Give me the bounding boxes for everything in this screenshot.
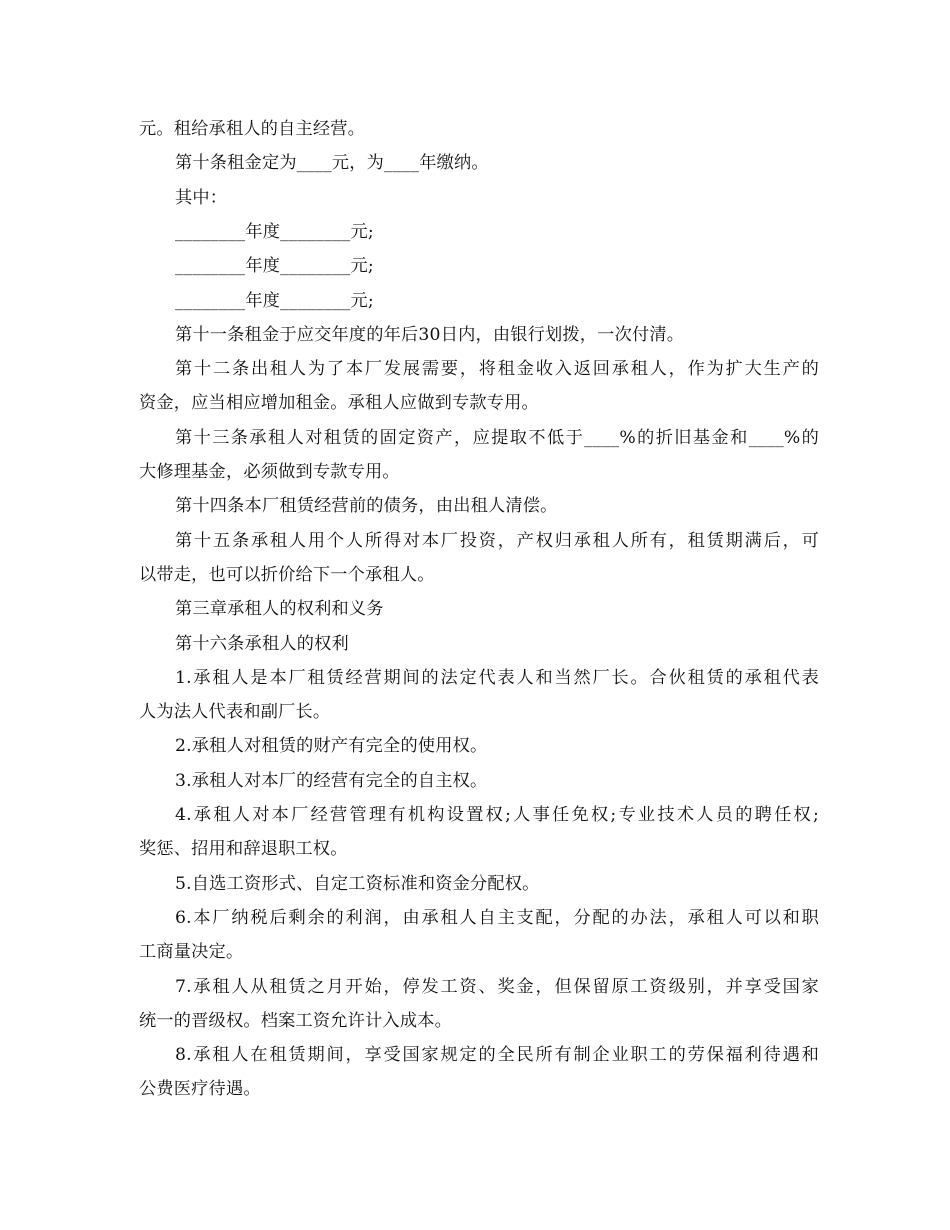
- text-line: 第十条租金定为____元，为____年缴纳。: [175, 153, 489, 174]
- text-line: 第三章承租人的权利和义务: [175, 599, 384, 620]
- text-line: 第十二条出租人为了本厂发展需要，将租金收入返回承租人，作为扩大生产的: [175, 359, 819, 380]
- text-line: 奖惩、招用和辞退职工权。: [139, 839, 348, 860]
- text-line: 公费医疗待遇。: [139, 1079, 261, 1100]
- text-line: 4.承租人对本厂经营管理有机构设置权;人事任免权;专业技术人员的聘任权;: [175, 805, 819, 825]
- text-line: 8.承租人在租赁期间，享受国家规定的全民所有制企业职工的劳保福利待遇和: [175, 1045, 819, 1066]
- text-line: 第十四条本厂租赁经营前的债务，由出租人清偿。: [175, 496, 558, 517]
- text-line: 工商量决定。: [139, 942, 244, 963]
- text-line: 2.承租人对租赁的财产有完全的使用权。: [175, 736, 488, 757]
- text-line: ________年度________元;: [175, 221, 374, 242]
- text-line: 7.承租人从租赁之月开始，停发工资、奖金，但保留原工资级别，并享受国家: [175, 976, 819, 997]
- text-line: 第十六条承租人的权利: [175, 633, 349, 654]
- text-line: 第十一条租金于应交年度的年后30日内，由银行划拨，一次付清。: [175, 324, 685, 345]
- text-line: 元。租给承租人的自主经营。: [139, 119, 366, 139]
- text-line: ________年度________元;: [175, 290, 374, 311]
- text-line: 资金，应当相应增加租金。承租人应做到专款专用。: [139, 393, 539, 414]
- text-line: 3.承租人对本厂的经营有完全的自主权。: [175, 770, 488, 791]
- text-line: 第十三条承租人对租赁的固定资产，应提取不低于____%的折旧基金和____%的: [175, 427, 819, 448]
- text-line: 以带走，也可以折价给下一个承租人。: [139, 564, 435, 585]
- text-line: 6.本厂纳税后剩余的利润，由承租人自主支配，分配的办法，承租人可以和职: [175, 907, 819, 928]
- text-line: 人为法人代表和副厂长。: [139, 702, 331, 723]
- text-line: 统一的晋级权。档案工资允许计入成本。: [139, 1010, 452, 1031]
- text-line: 5.自选工资形式、自定工资标准和资金分配权。: [175, 873, 540, 894]
- text-line: 其中：: [175, 187, 228, 208]
- text-line: 1.承租人是本厂租赁经营期间的法定代表人和当然厂长。合伙租赁的承租代表: [175, 667, 819, 688]
- text-line: 第十五条承租人用个人所得对本厂投资，产权归承租人所有，租赁期满后，可: [175, 530, 819, 551]
- text-line: ________年度________元;: [175, 256, 374, 277]
- text-line: 大修理基金，必须做到专款专用。: [139, 462, 400, 482]
